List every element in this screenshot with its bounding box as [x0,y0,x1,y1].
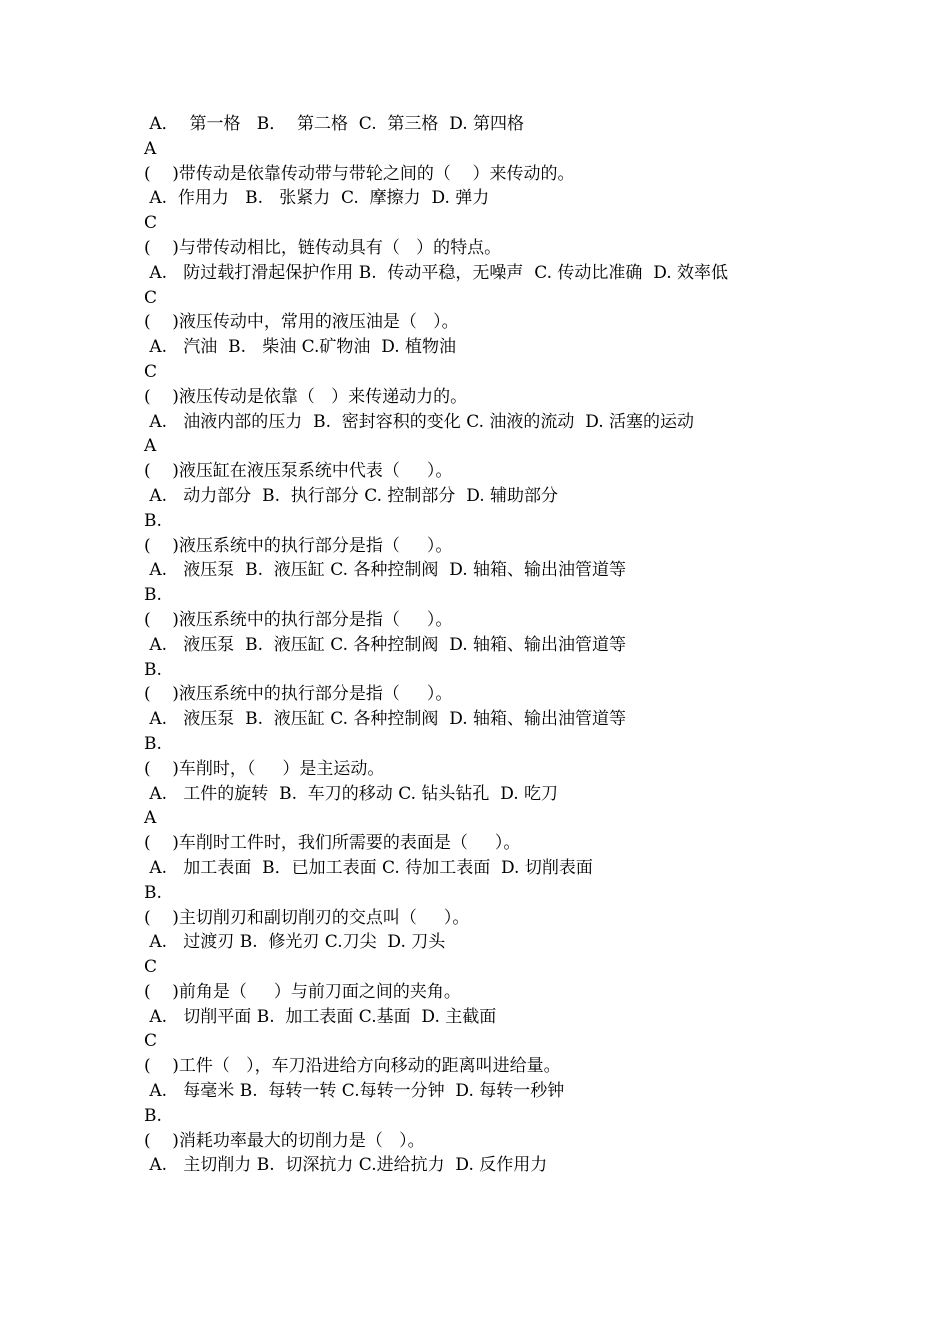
question-line: ( )车削时工件时，我们所需要的表面是（ ）。 [144,833,521,854]
question-line: ( )工件（ ），车刀沿进给方向移动的距离叫进给量。 [144,1056,561,1077]
answer-line: C [144,1031,158,1052]
answer-line: B. [144,510,162,531]
option-line: A. 液压泵 B. 液压缸 C. 各种控制阀 D. 轴箱、输出油管道等 [144,560,627,581]
question-line: ( )液压系统中的执行部分是指（ ）。 [144,535,453,556]
answer-line: B. [144,659,162,680]
answer-line: C [144,361,158,382]
question-line: ( )车削时，（ ）是主运动。 [144,758,385,779]
option-line: A. 作用力 B. 张紧力 C. 摩擦力 D. 弹力 [144,188,490,209]
option-line: A. 汽油 B. 柴油 C.矿物油 D. 植物油 [144,337,457,358]
answer-line: B. [144,733,162,754]
option-line: A. 切削平面 B. 加工表面 C.基面 D. 主截面 [144,1006,497,1027]
option-line: A. 主切削力 B. 切深抗力 C.进给抗力 D. 反作用力 [144,1155,548,1176]
question-line: ( )液压系统中的执行部分是指（ ）。 [144,609,453,630]
option-line: A. 每毫米 B. 每转一转 C.每转一分钟 D. 每转一秒钟 [144,1081,565,1102]
answer-line: C [144,213,158,234]
question-line: ( )液压传动是依靠（ ）来传递动力的。 [144,386,468,407]
answer-line: A [144,138,157,159]
option-line: A. 加工表面 B．已加工表面 C. 待加工表面 D. 切削表面 [144,857,593,878]
answer-line: B. [144,585,162,606]
option-line: A. 工件的旋转 B. 车刀的移动 C. 钻头钻孔 D. 吃刀 [144,783,559,804]
question-line: ( )液压系统中的执行部分是指（ ）。 [144,684,453,705]
option-line: A. 防过载打滑起保护作用 B. 传动平稳，无噪声 C. 传动比准确 D. 效率低 [144,262,729,283]
question-line: ( )与带传动相比，链传动具有（ ）的特点。 [144,237,502,258]
answer-line: B. [144,1105,162,1126]
option-line: A． 第一格 B． 第二格 C. 第三格 D. 第四格 [144,114,525,134]
question-line: ( )消耗功率最大的切削力是（ ）。 [144,1130,425,1151]
question-line: ( )液压缸在液压泵系统中代表（ ）。 [144,461,453,482]
answer-line: B. [144,882,162,903]
question-line: ( )主切削刃和副切削刃的交点叫（ ）。 [144,907,470,928]
question-line: ( )带传动是依靠传动带与带轮之间的（ ）来传动的。 [144,163,575,184]
option-line: A. 液压泵 B. 液压缸 C. 各种控制阀 D. 轴箱、输出油管道等 [144,709,627,730]
option-line: A. 过渡刃 B. 修光刃 C.刀尖 D. 刀头 [144,932,446,953]
question-line: ( )前角是（ ）与前刀面之间的夹角。 [144,981,461,1002]
answer-line: A [144,808,157,829]
answer-line: C [144,287,158,308]
document-page [144,112,814,1178]
answer-line: C [144,957,158,978]
option-line: A. 动力部分 B. 执行部分 C. 控制部分 D. 辅助部分 [144,485,559,506]
option-line: A. 油液内部的压力 B. 密封容积的变化 C. 油液的流动 D. 活塞的运动 [144,411,695,432]
answer-line: A [144,436,157,457]
question-line: ( )液压传动中，常用的液压油是（ ）。 [144,312,459,333]
option-line: A. 液压泵 B. 液压缸 C. 各种控制阀 D. 轴箱、输出油管道等 [144,634,627,655]
